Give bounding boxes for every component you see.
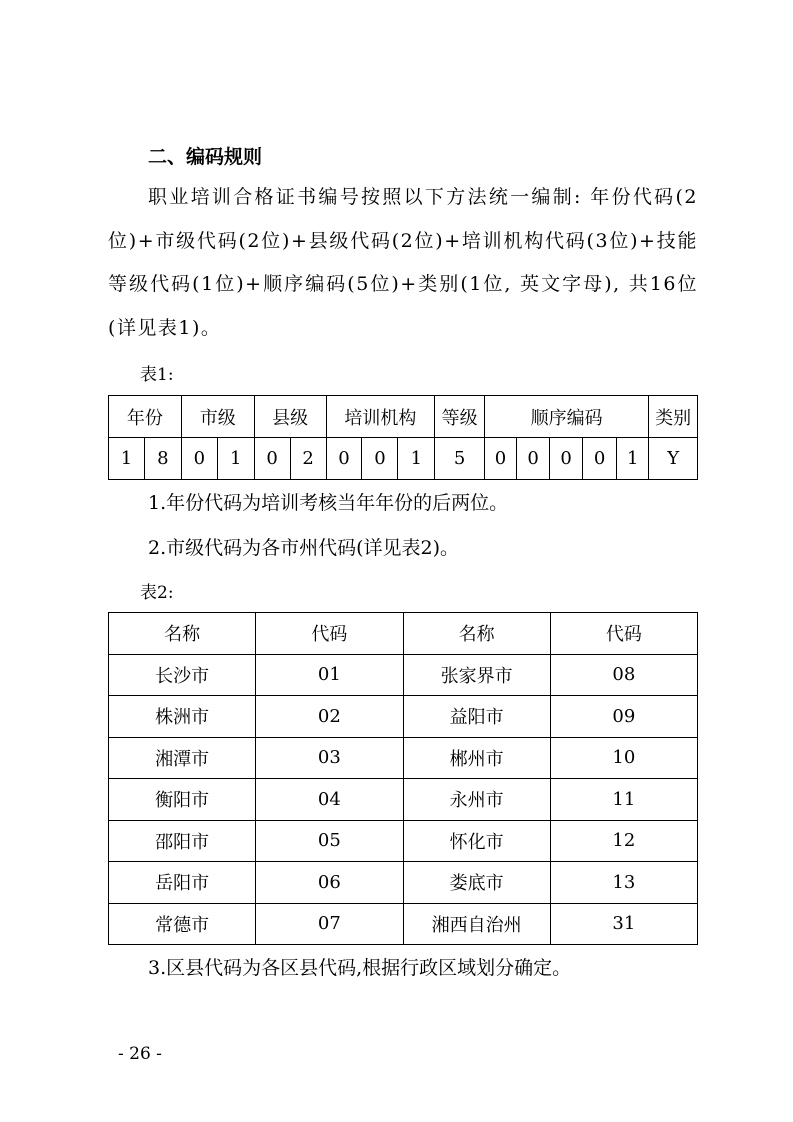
table1-caption: 表1: [140,365,174,385]
header-cell: 类别 [649,396,698,438]
digit-cell: 2 [290,438,326,480]
body-paragraph: 职业培训合格证书编号按照以下方法统一编制: 年份代码(2位)+市级代码(2位)+县级代码(2位)+培训机构代码(3位)+技能等级代码(1位)+顺序编码(5位)+类别(1位, 英文字母), 共16位(详见表1)。 [108,186,698,339]
code-cell: 12 [550,820,697,862]
digit-cell: 0 [517,438,550,480]
table-row [109,438,698,480]
table-row [109,820,698,862]
digit-cell: 8 [144,438,181,480]
name-cell: 永州市 [403,779,550,821]
code-cell: 31 [550,903,697,945]
digit-cell: 0 [181,438,217,480]
code-cell: 09 [550,696,697,738]
note-2: 2.市级代码为各市州代码(详见表2)。 [148,537,460,559]
digit-cell: 0 [326,438,362,480]
digit-cell: 1 [109,438,145,480]
digit-cell: 1 [398,438,435,480]
header-cell: 顺序编码 [484,396,648,438]
code-cell: 05 [256,820,403,862]
note-1: 1.年份代码为培训考核当年年份的后两位。 [148,492,509,514]
page-number: - 26 - [118,1044,162,1064]
name-cell: 益阳市 [403,696,550,738]
header-cell: 名称 [403,613,550,655]
header-cell: 代码 [256,613,403,655]
name-cell: 邵阳市 [109,820,256,862]
table-row [109,737,698,779]
name-cell: 娄底市 [403,862,550,904]
name-cell: 岳阳市 [109,862,256,904]
table-row [109,654,698,696]
table-1 [108,395,698,480]
code-cell: 01 [256,654,403,696]
digit-cell: 0 [254,438,290,480]
code-cell: 11 [550,779,697,821]
table-row [109,779,698,821]
name-cell: 湘西自治州 [403,903,550,945]
digit-cell: 0 [550,438,583,480]
digit-cell: Y [649,438,698,480]
header-cell: 等级 [435,396,485,438]
header-cell: 名称 [109,613,256,655]
code-cell: 08 [550,654,697,696]
header-cell: 市级 [181,396,254,438]
name-cell: 湘潭市 [109,737,256,779]
header-cell: 年份 [109,396,182,438]
digit-cell: 0 [583,438,617,480]
table2-caption: 表2: [140,583,174,603]
header-cell: 县级 [254,396,326,438]
code-cell: 07 [256,903,403,945]
header-cell: 培训机构 [326,396,435,438]
digit-cell: 1 [617,438,649,480]
table-header-row [109,396,698,438]
digit-cell: 0 [362,438,398,480]
code-cell: 13 [550,862,697,904]
name-cell: 怀化市 [403,820,550,862]
section-heading: 二、编码规则 [148,146,263,168]
digit-cell: 0 [484,438,516,480]
code-cell: 03 [256,737,403,779]
table-row [109,862,698,904]
code-cell: 02 [256,696,403,738]
table-row [109,903,698,945]
code-cell: 04 [256,779,403,821]
name-cell: 衡阳市 [109,779,256,821]
name-cell: 张家界市 [403,654,550,696]
name-cell: 常德市 [109,903,256,945]
code-cell: 10 [550,737,697,779]
digit-cell: 5 [435,438,485,480]
code-cell: 06 [256,862,403,904]
table-row [109,696,698,738]
digit-cell: 1 [217,438,254,480]
name-cell: 长沙市 [109,654,256,696]
note-3: 3.区县代码为各区县代码,根据行政区域划分确定。 [148,957,572,979]
name-cell: 郴州市 [403,737,550,779]
header-cell: 代码 [550,613,697,655]
table-header-row [109,613,698,655]
name-cell: 株洲市 [109,696,256,738]
table-2 [108,612,698,945]
